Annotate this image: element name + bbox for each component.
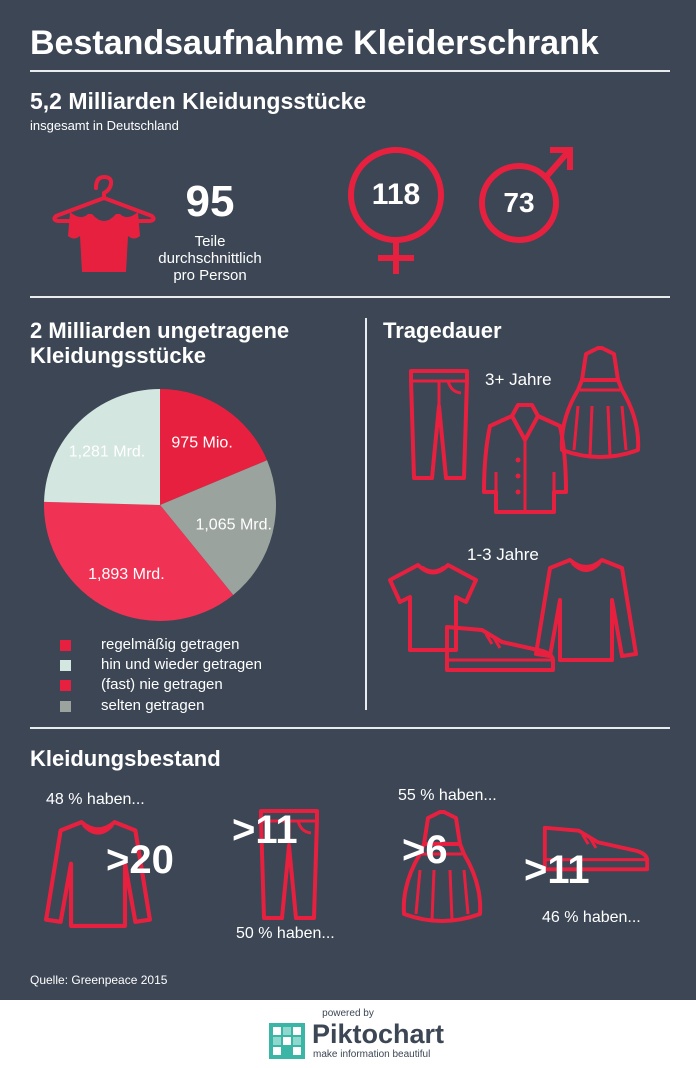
- average-caption-line-1: Teile: [194, 233, 226, 250]
- inventory-caption-1: 48 % haben...: [46, 791, 145, 808]
- section-divider-2: [30, 727, 670, 729]
- title-divider: [30, 70, 670, 72]
- legend-swatch: [60, 701, 71, 712]
- average-caption-line-2: durchschnittlich: [158, 250, 262, 267]
- pie-slice-label: 1,065 Mrd.: [195, 516, 272, 534]
- sweater-icon: [532, 556, 640, 662]
- pie-slice-label: 975 Mio.: [171, 434, 233, 452]
- average-value: 95: [185, 177, 235, 226]
- inventory-value-2: >11: [232, 808, 298, 852]
- powered-by-label: powered by: [322, 1008, 374, 1019]
- legend-swatch: [60, 680, 71, 691]
- legend-label: regelmäßig getragen: [101, 636, 240, 653]
- pie-slice-label: 1,281 Mrd.: [68, 443, 146, 461]
- average-caption-line-3: pro Person: [173, 267, 247, 284]
- duration-group-2-label: 1-3 Jahre: [467, 545, 539, 564]
- male-value: 73: [503, 187, 535, 218]
- inventory-caption-4: 46 % haben...: [542, 909, 641, 926]
- pie-slice-label: 1,893 Mrd.: [88, 566, 165, 584]
- total-subheading: insgesamt in Deutschland: [30, 118, 179, 133]
- duration-group-1-label: 3+ Jahre: [485, 370, 552, 389]
- inventory-value-4: >11: [524, 848, 590, 892]
- legend-label: selten getragen: [101, 697, 205, 714]
- piktochart-brand: Piktochart: [312, 1019, 445, 1049]
- source-note: Quelle: Greenpeace 2015: [30, 973, 168, 987]
- page-title: Bestandsaufnahme Kleiderschrank: [30, 24, 599, 62]
- pie-chart: [40, 385, 280, 625]
- column-divider: [365, 318, 367, 710]
- legend-swatch: [60, 660, 71, 671]
- unworn-heading-line-1: 2 Milliarden ungetragene: [30, 318, 290, 343]
- piktochart-logo-icon: [268, 1022, 306, 1060]
- unworn-heading-line-2: Kleidungsstücke: [30, 343, 207, 368]
- legend-label: (fast) nie getragen: [101, 676, 223, 693]
- piktochart-tagline: make information beautiful: [313, 1049, 431, 1060]
- total-heading: 5,2 Milliarden Kleidungsstücke: [30, 88, 367, 114]
- inventory-value-3: >6: [402, 828, 448, 872]
- inventory-value-1: >20: [106, 838, 174, 882]
- legend-label: hin und wieder getragen: [101, 656, 262, 673]
- piktochart-footer[interactable]: [0, 1000, 696, 1068]
- legend-swatch: [60, 640, 71, 651]
- inventory-caption-2: 50 % haben...: [236, 925, 335, 942]
- dress-icon: [558, 346, 642, 462]
- duration-heading: Tragedauer: [383, 318, 502, 343]
- female-value: 118: [371, 178, 421, 211]
- inventory-caption-3: 55 % haben...: [398, 787, 497, 804]
- inventory-heading: Kleidungsbestand: [30, 746, 221, 771]
- section-divider-1: [30, 296, 670, 298]
- trousers-icon: [408, 368, 470, 480]
